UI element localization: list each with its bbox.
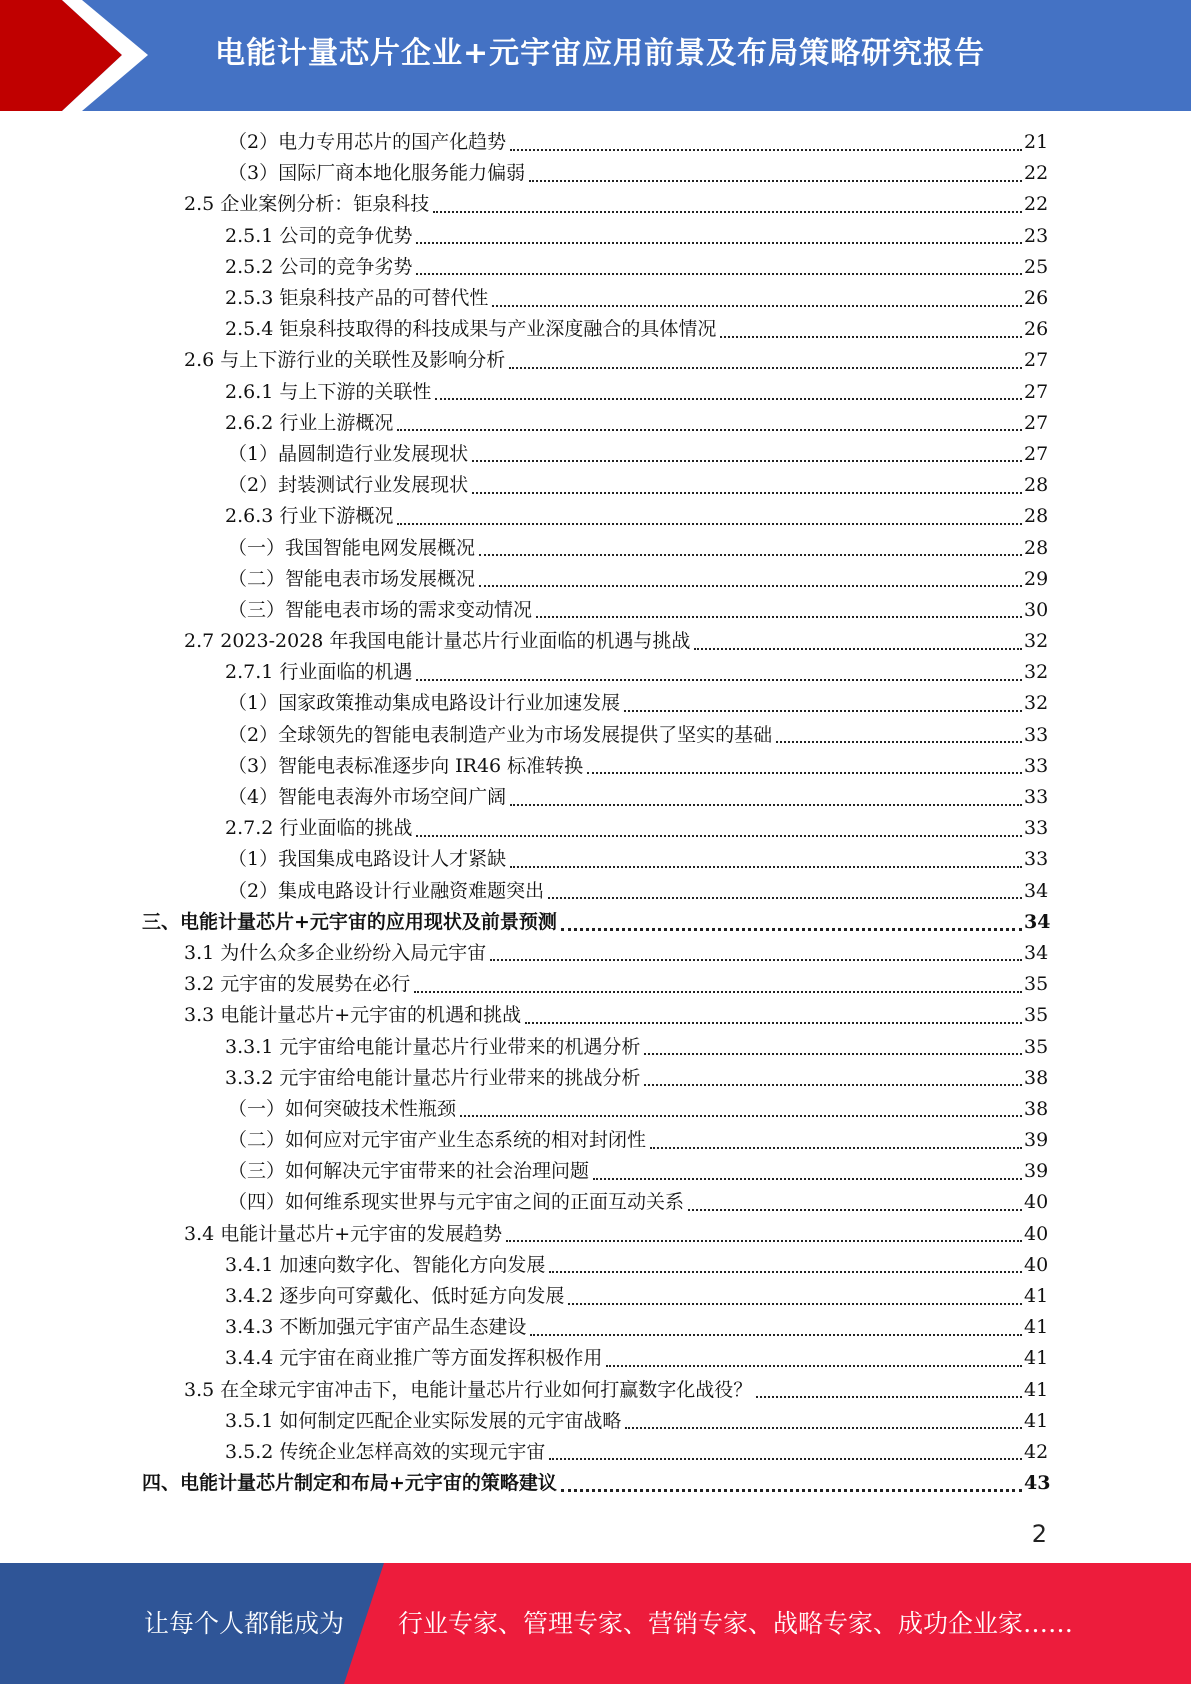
toc-dot-leader [525, 1022, 1022, 1024]
toc-entry-label: 2.7 2023-2028 年我国电能计量芯片行业面临的机遇与挑战 [184, 630, 691, 653]
toc-entry[interactable] [0, 907, 1051, 938]
toc-entry-page: 22 [1024, 193, 1049, 216]
toc-entry[interactable] [0, 314, 1048, 345]
toc-entry-page: 21 [1024, 131, 1049, 154]
toc-dot-leader [414, 991, 1022, 993]
toc-entry[interactable] [0, 1250, 1048, 1281]
toc-dot-leader [688, 1209, 1022, 1211]
toc-entry[interactable] [0, 1343, 1048, 1374]
toc-entry-page: 35 [1024, 1004, 1049, 1027]
toc-entry-label: 3.3 电能计量芯片+元宇宙的机遇和挑战 [184, 1004, 522, 1027]
toc-entry-label: 2.5.2 公司的竞争劣势 [225, 255, 413, 278]
toc-entry[interactable] [0, 501, 1048, 532]
toc-entry[interactable] [0, 595, 1048, 626]
toc-entry-page: 38 [1024, 1066, 1049, 1089]
toc-dot-leader [650, 1147, 1022, 1149]
toc-entry-label: （1）国家政策推动集成电路设计行业加速发展 [228, 692, 621, 715]
toc-entry-label: 2.6.2 行业上游概况 [225, 411, 394, 434]
toc-entry-label: （4）智能电表海外市场空间广阔 [228, 786, 507, 809]
toc-entry[interactable] [0, 1187, 1048, 1218]
toc-entry-label: （3）智能电表标准逐步向 IR46 标准转换 [228, 754, 584, 777]
toc-dot-leader [549, 1458, 1022, 1460]
toc-dot-leader [561, 1489, 1022, 1492]
toc-entry-page: 33 [1024, 817, 1049, 840]
toc-dot-leader [548, 897, 1022, 899]
toc-entry[interactable] [0, 1094, 1048, 1125]
toc-dot-leader [536, 616, 1022, 618]
toc-entry-label: （一）我国智能电网发展概况 [228, 536, 476, 559]
toc-entry-label: 三、电能计量芯片+元宇宙的应用现状及前景预测 [142, 910, 557, 933]
toc-dot-leader [506, 1240, 1022, 1242]
toc-entry-page: 41 [1024, 1409, 1049, 1432]
toc-entry[interactable] [0, 782, 1048, 813]
toc-entry-label: 2.5.3 钜泉科技产品的可替代性 [225, 287, 489, 310]
toc-entry-label: 3.3.1 元宇宙给电能计量芯片行业带来的机遇分析 [225, 1035, 641, 1058]
toc-entry-page: 26 [1024, 287, 1049, 310]
footer-slogan-left: 让每个人都能成为 [144, 1609, 345, 1638]
toc-entry-page: 32 [1024, 661, 1049, 684]
toc-entry[interactable] [0, 1156, 1048, 1187]
toc-entry-label: 3.4.3 不断加强元宇宙产品生态建设 [225, 1316, 527, 1339]
toc-dot-leader [479, 554, 1022, 556]
toc-entry[interactable] [0, 1125, 1048, 1156]
toc-dot-leader [510, 804, 1022, 806]
toc-entry-page: 33 [1024, 754, 1049, 777]
toc-entry-label: （三）如何解决元宇宙带来的社会治理问题 [228, 1160, 590, 1183]
toc-dot-leader [416, 242, 1022, 244]
toc-entry[interactable] [0, 283, 1048, 314]
toc-entry[interactable] [0, 470, 1048, 501]
toc-entry[interactable] [0, 252, 1048, 283]
toc-entry-label: （2）电力专用芯片的国产化趋势 [228, 131, 507, 154]
toc-dot-leader [606, 1365, 1022, 1367]
toc-entry-page: 39 [1024, 1129, 1049, 1152]
toc-entry-label: （2）全球领先的智能电表制造产业为市场发展提供了坚实的基础 [228, 723, 773, 746]
toc-dot-leader [529, 180, 1022, 182]
toc-dot-leader [397, 523, 1022, 525]
toc-dot-leader [624, 710, 1022, 712]
toc-entry-page: 38 [1024, 1097, 1049, 1120]
toc-dot-leader [397, 429, 1022, 431]
toc-dot-leader [593, 1178, 1022, 1180]
toc-entry[interactable] [0, 1219, 1048, 1250]
toc-entry-label: （2）封装测试行业发展现状 [228, 474, 469, 497]
toc-entry-label: 2.6 与上下游行业的关联性及影响分析 [184, 349, 506, 372]
toc-dot-leader [756, 1396, 1022, 1398]
toc-entry-page: 28 [1024, 474, 1049, 497]
toc-entry-label: （一）如何突破技术性瓶颈 [228, 1097, 457, 1120]
toc-entry-page: 27 [1024, 442, 1049, 465]
page-footer [0, 1563, 1191, 1684]
toc-list [0, 127, 1051, 1499]
toc-dot-leader [561, 928, 1022, 931]
toc-entry-label: 3.3.2 元宇宙给电能计量芯片行业带来的挑战分析 [225, 1066, 641, 1089]
toc-entry[interactable] [0, 189, 1048, 220]
toc-entry-label: （三）智能电表市场的需求变动情况 [228, 598, 533, 621]
toc-dot-leader [644, 1084, 1022, 1086]
footer-slogan-right: 行业专家、管理专家、营销专家、战略专家、成功企业家…… [398, 1609, 1074, 1638]
toc-entry-page: 34 [1024, 879, 1049, 902]
toc-dot-leader [433, 211, 1022, 213]
toc-entry-page: 35 [1024, 973, 1049, 996]
toc-entry-label: （1）我国集成电路设计人才紧缺 [228, 848, 507, 871]
toc-entry-label: （1）晶圆制造行业发展现状 [228, 442, 469, 465]
toc-dot-leader [490, 959, 1022, 961]
toc-entry-page: 28 [1024, 536, 1049, 559]
toc-entry-label: 3.4.4 元宇宙在商业推广等方面发挥积极作用 [225, 1347, 603, 1370]
header-arrow-decoration [0, 0, 160, 111]
toc-entry-page: 34 [1024, 941, 1049, 964]
toc-dot-leader [776, 741, 1022, 743]
toc-entry-page: 26 [1024, 318, 1049, 341]
toc-entry[interactable] [0, 127, 1048, 158]
toc-entry-page: 23 [1024, 224, 1049, 247]
toc-entry-page: 25 [1024, 255, 1049, 278]
toc-entry-page: 33 [1024, 786, 1049, 809]
toc-entry[interactable] [0, 408, 1048, 439]
toc-entry[interactable] [0, 1281, 1048, 1312]
toc-entry[interactable] [0, 158, 1048, 189]
toc-entry-page: 32 [1024, 692, 1049, 715]
toc-entry[interactable] [0, 1063, 1048, 1094]
toc-entry[interactable] [0, 1312, 1048, 1343]
toc-entry-page: 41 [1024, 1347, 1049, 1370]
toc-entry[interactable] [0, 938, 1048, 969]
toc-entry-label: 2.7.1 行业面临的机遇 [225, 661, 413, 684]
toc-dot-leader [416, 679, 1022, 681]
toc-dot-leader [549, 1271, 1022, 1273]
toc-dot-leader [416, 835, 1022, 837]
toc-entry-label: （2）集成电路设计行业融资难题突出 [228, 879, 545, 902]
toc-entry-page: 32 [1024, 630, 1049, 653]
toc-entry[interactable] [0, 1000, 1048, 1031]
toc-dot-leader [479, 585, 1022, 587]
toc-entry-label: 3.5.1 如何制定匹配企业实际发展的元宇宙战略 [225, 1409, 622, 1432]
toc-entry[interactable] [0, 1031, 1048, 1062]
toc-entry[interactable] [0, 844, 1048, 875]
toc-dot-leader [510, 866, 1022, 868]
toc-entry[interactable] [0, 1468, 1051, 1499]
toc-entry[interactable] [0, 688, 1048, 719]
toc-entry-label: 3.5.2 传统企业怎样高效的实现元宇宙 [225, 1440, 546, 1463]
toc-entry-page: 41 [1024, 1378, 1049, 1401]
page-header [0, 0, 1191, 111]
toc-entry-page: 27 [1024, 380, 1049, 403]
toc-entry[interactable] [0, 221, 1048, 252]
toc-entry-page: 34 [1024, 910, 1051, 933]
toc-entry-page: 40 [1024, 1191, 1049, 1214]
toc-entry[interactable] [0, 876, 1048, 907]
toc-entry-page: 33 [1024, 723, 1049, 746]
toc-entry-label: 2.6.1 与上下游的关联性 [225, 380, 432, 403]
toc-entry[interactable] [0, 564, 1048, 595]
toc-entry[interactable] [0, 751, 1048, 782]
toc-entry[interactable] [0, 377, 1048, 408]
toc-dot-leader [587, 772, 1022, 774]
toc-entry-label: 2.5 企业案例分析：钜泉科技 [184, 193, 430, 216]
toc-entry[interactable] [0, 1375, 1048, 1406]
header-title: 电能计量芯片企业+元宇宙应用前景及布局策略研究报告 [215, 36, 986, 71]
toc-dot-leader [472, 460, 1022, 462]
toc-dot-leader [568, 1303, 1022, 1305]
toc-entry[interactable] [0, 813, 1048, 844]
toc-entry-label: （3）国际厂商本地化服务能力偏弱 [228, 162, 526, 185]
toc-dot-leader [694, 648, 1022, 650]
toc-entry-page: 43 [1024, 1472, 1051, 1495]
toc-dot-leader [625, 1427, 1022, 1429]
toc-entry[interactable] [0, 439, 1048, 470]
toc-dot-leader [720, 336, 1022, 338]
toc-dot-leader [416, 273, 1022, 275]
toc-dot-leader [644, 1053, 1022, 1055]
toc-entry[interactable] [0, 657, 1048, 688]
toc-entry-page: 42 [1024, 1440, 1049, 1463]
toc-entry-page: 27 [1024, 349, 1049, 372]
toc-dot-leader [530, 1334, 1022, 1336]
toc-entry[interactable] [0, 345, 1048, 376]
toc-entry-label: （二）智能电表市场发展概况 [228, 567, 476, 590]
toc-entry-label: 2.7.2 行业面临的挑战 [225, 817, 413, 840]
toc-entry-label: 2.6.3 行业下游概况 [225, 505, 394, 528]
toc-entry-page: 30 [1024, 598, 1049, 621]
toc-entry-label: （四）如何维系现实世界与元宇宙之间的正面互动关系 [228, 1191, 685, 1214]
page-number: 2 [1031, 1520, 1047, 1548]
toc-entry-page: 39 [1024, 1160, 1049, 1183]
toc-entry-label: 3.4.2 逐步向可穿戴化、低时延方向发展 [225, 1285, 565, 1308]
table-of-contents [0, 127, 1191, 1499]
toc-entry[interactable] [0, 969, 1048, 1000]
toc-entry-page: 41 [1024, 1285, 1049, 1308]
toc-entry-label: 四、电能计量芯片制定和布局+元宇宙的策略建议 [142, 1472, 557, 1495]
toc-dot-leader [492, 305, 1022, 307]
toc-dot-leader [435, 398, 1022, 400]
toc-entry-page: 28 [1024, 505, 1049, 528]
toc-entry-page: 33 [1024, 848, 1049, 871]
toc-dot-leader [460, 1115, 1022, 1117]
toc-dot-leader [510, 149, 1022, 151]
toc-entry-label: 3.4.1 加速向数字化、智能化方向发展 [225, 1253, 546, 1276]
toc-entry-label: 3.4 电能计量芯片+元宇宙的发展趋势 [184, 1222, 503, 1245]
toc-entry-page: 27 [1024, 411, 1049, 434]
toc-dot-leader [509, 367, 1022, 369]
toc-dot-leader [472, 492, 1022, 494]
toc-entry[interactable] [0, 532, 1048, 563]
toc-entry-label: 3.1 为什么众多企业纷纷入局元宇宙 [184, 941, 487, 964]
toc-entry[interactable] [0, 720, 1048, 751]
toc-entry-label: （二）如何应对元宇宙产业生态系统的相对封闭性 [228, 1129, 647, 1152]
toc-entry-label: 2.5.4 钜泉科技取得的科技成果与产业深度融合的具体情况 [225, 318, 717, 341]
toc-entry-label: 3.5 在全球元宇宙冲击下，电能计量芯片行业如何打赢数字化战役？ [184, 1378, 753, 1401]
toc-entry-page: 41 [1024, 1316, 1049, 1339]
toc-entry-page: 22 [1024, 162, 1049, 185]
toc-entry-page: 40 [1024, 1253, 1049, 1276]
toc-entry-page: 35 [1024, 1035, 1049, 1058]
toc-entry[interactable] [0, 1406, 1048, 1437]
toc-entry[interactable] [0, 626, 1048, 657]
toc-entry[interactable] [0, 1437, 1048, 1468]
toc-entry-page: 40 [1024, 1222, 1049, 1245]
toc-entry-page: 29 [1024, 567, 1049, 590]
toc-entry-label: 3.2 元宇宙的发展势在必行 [184, 973, 411, 996]
toc-entry-label: 2.5.1 公司的竞争优势 [225, 224, 413, 247]
